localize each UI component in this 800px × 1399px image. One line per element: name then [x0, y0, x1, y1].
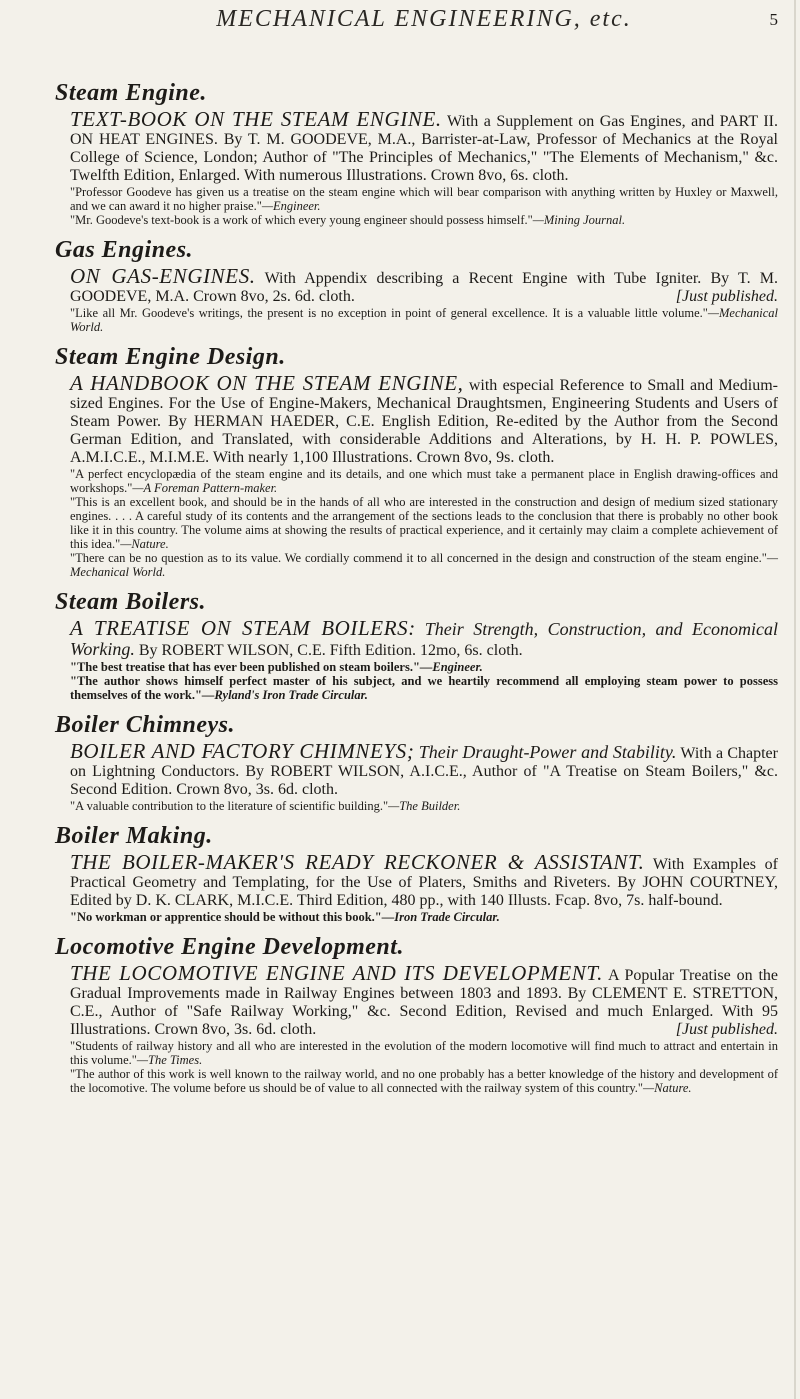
section-heading: Steam Boilers. [55, 589, 207, 615]
catalogue-entries [55, 80, 779, 1105]
section-heading: Locomotive Engine Development. [55, 934, 404, 960]
book-title: A HANDBOOK ON THE STEAM ENGINE, [70, 371, 464, 395]
review-quote [70, 213, 778, 227]
quote-source: —Engineer. [261, 199, 321, 213]
review-quote [70, 306, 778, 334]
review-quote [70, 467, 778, 495]
book-subtitle: Their Strength, Construction, and Economical Working. [70, 619, 778, 659]
review-quote [70, 660, 778, 674]
book-title: BOILER AND FACTORY CHIMNEYS; [70, 739, 415, 763]
section-heading: Boiler Chimneys. [55, 712, 236, 738]
review-quote [70, 799, 778, 813]
margin-rule [794, 0, 796, 1399]
book-details: With a Supplement on Gas Engines, and PART II. ON HEAT ENGINES. By T. M. GOODEVE, M.A., Barrister-at-Law, Professor of Mechanics at the Royal College of Science, London; Author of "The Principles of Mechanics," "The Elements of Mechanism," &c. Twelfth Edition, Enlarged. With numerous Illustrations. Crown 8vo, 6s. cloth. [70, 113, 778, 184]
section-heading: Boiler Making. [55, 823, 213, 849]
review-quote [70, 674, 778, 702]
quote-source: —Mining Journal. [532, 213, 626, 227]
book-title: THE LOCOMOTIVE ENGINE AND ITS DEVELOPMENT. [70, 961, 603, 985]
quote-text: "Students of railway history and all who are interested in the evolution of the modern locomotive will find much to attract and entertain in this volume." [70, 1039, 778, 1067]
catalogue-entry [55, 934, 778, 1095]
section-heading: Gas Engines. [55, 237, 194, 263]
review-quote [70, 1067, 778, 1095]
entry-description [70, 740, 778, 799]
quote-text: "Like all Mr. Goodeve's writings, the present is no exception in point of general excellence. It is a valuable little volume." [70, 306, 708, 320]
entry-description [70, 372, 778, 467]
book-subtitle: Their Draught-Power and Stability. [418, 742, 677, 762]
book-title: TEXT-BOOK ON THE STEAM ENGINE. [70, 107, 442, 131]
entry-description [70, 108, 778, 185]
entry-description [70, 962, 778, 1039]
quote-source: —Nature. [643, 1081, 692, 1095]
book-details: By ROBERT WILSON, C.E. Fifth Edition. 12mo, 6s. cloth. [138, 642, 523, 659]
quote-source: —Ryland's Iron Trade Circular. [201, 688, 368, 702]
quote-source: —Mechanical World. [70, 551, 778, 579]
quote-text: "The best treatise that has ever been published on steam boilers." [70, 660, 420, 674]
book-title: THE BOILER-MAKER'S READY RECKONER & ASSISTANT. [70, 850, 645, 874]
quote-text: "The author of this work is well known to the railway world, and no one probably has a better knowledge of the history and development of the locomotive. The volume before us should be of value to all connected with the railway system of this country." [70, 1067, 778, 1095]
quote-text: "There can be no question as to its value. We cordially commend it to all concerned in the design and construction of the steam engine." [70, 551, 767, 565]
quote-text: "No workman or apprentice should be without this book." [70, 910, 382, 924]
book-title: A TREATISE ON STEAM BOILERS: [70, 616, 416, 640]
catalogue-entry [55, 589, 778, 702]
book-title: ON GAS-ENGINES. [70, 264, 256, 288]
published-note: [Just published. [675, 288, 778, 305]
quote-text: "A valuable contribution to the literature of scientific building." [70, 799, 389, 813]
quote-text: "Mr. Goodeve's text-book is a work of which every young engineer should possess himself." [70, 213, 533, 227]
quote-source: —The Times. [136, 1053, 203, 1067]
page-number: 5 [769, 10, 778, 29]
quote-text: "A perfect encyclopædia of the steam engine and its details, and one which must take a permanent place in English drawing-offices and workshops." [70, 467, 778, 495]
quote-text: "This is an excellent book, and should be in the hands of all who are interested in the construction and design of medium sized stationary engines. . . . A careful study of its contents and the arrangement of the sections leads to the conclusion that there is probably no other book like it in this country. The volume aims at showing the results of practical experience, and it certainly may claim a complete achievement of this idea." [70, 495, 778, 551]
book-details: A Popular Treatise on the Gradual Improvements made in Railway Engines between 1803 and 1893. By CLEMENT E. STRETTON, C.E., Author of "Safe Railway Working," &c. Second Edition, Revised and much Enlarged. With 95 Illustrations. Crown 8vo, 3s. 6d. cloth. [70, 967, 778, 1038]
book-details: With a Chapter on Lightning Conductors. By ROBERT WILSON, A.I.C.E., Author of "A Treatise on Steam Boilers," &c. Second Edition. Crown 8vo, 3s. 6d. cloth. [70, 745, 778, 798]
catalogue-entry [55, 344, 779, 579]
review-quote [70, 185, 778, 213]
running-head-title: MECHANICAL ENGINEERING, etc. [216, 6, 632, 32]
published-note: [Just published. [675, 1021, 778, 1038]
quote-text: "Professor Goodeve has given us a treatise on the steam engine which will bear comparison with anything written by Huxley or Maxwell, and we can award it no higher praise." [70, 185, 778, 213]
book-details: with especial Reference to Small and Medium-sized Engines. For the Use of Engine-Makers, Mechanical Draughtsmen, Engineering Students and Users of Steam Power. By HERMAN HAEDER, C.E. English Edition, Re-edited by the Author from the Second German Edition, and Translated, with considerable Additions and Alterations, by H. H. P. POWLES, A.M.I.C.E., M.I.M.E. With nearly 1,100 Illustrations. Crown 8vo, 9s. cloth. [70, 377, 779, 466]
review-quote [70, 551, 778, 579]
catalogue-entry [55, 80, 778, 227]
quote-source: —Iron Trade Circular. [381, 910, 500, 924]
section-heading: Steam Engine. [55, 80, 207, 106]
entry-description [70, 617, 778, 660]
entry-description [70, 851, 778, 910]
quote-source: —The Builder. [388, 799, 461, 813]
review-quote [70, 1039, 778, 1067]
quote-source: —Engineer. [419, 660, 483, 674]
quote-text: "The author shows himself perfect master of his subject, and we heartily recommend all employing steam power to possess themselves of the work." [70, 674, 778, 702]
quote-source: —Nature. [120, 537, 169, 551]
entry-description [70, 265, 778, 306]
review-quote [70, 495, 778, 551]
catalogue-entry [55, 823, 778, 924]
section-heading: Steam Engine Design. [55, 344, 286, 370]
review-quote [70, 910, 778, 924]
running-head [70, 6, 778, 36]
quote-source: —A Foreman Pattern-maker. [132, 481, 278, 495]
catalogue-entry [55, 712, 778, 813]
book-details: With Appendix describing a Recent Engine with Tube Igniter. By T. M. GOODEVE, M.A. Crown 8vo, 2s. 6d. cloth. [70, 270, 778, 305]
book-details: With Examples of Practical Geometry and Templating, for the Use of Platers, Smiths and Riveters. By JOHN COURTNEY, Edited by D. K. CLARK, M.I.C.E. Third Edition, 480 pp., with 140 Illusts. Fcap. 8vo, 7s. half-bound. [70, 856, 778, 909]
quote-source: —Mechanical World. [70, 306, 778, 334]
catalogue-entry [55, 237, 778, 334]
